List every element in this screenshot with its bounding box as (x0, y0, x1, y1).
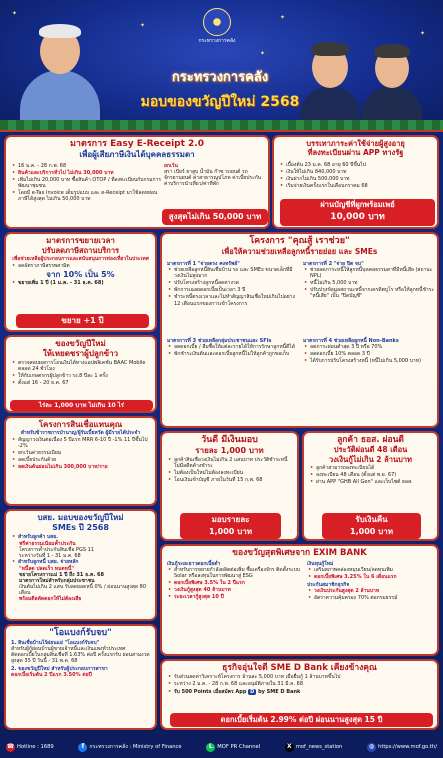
easy-receipt-date: • 16 ม.ค. - 28 ก.พ. 68 (11, 163, 161, 169)
sme-d-b3-text: รับ 500 Points เมื่อสมัคร App (174, 688, 247, 695)
debt-m2-item: • ปรับปรุงข้อมูลสถานะหนี้จากเครดิตบูโร หรือให้ลูกหนี้ชำระ "หนี้เสีย" เป็น "ปิดบัญชี" (303, 287, 435, 299)
globe-icon: ◍ (368, 743, 375, 751)
footer-website[interactable] (367, 743, 437, 752)
footer-facebook-text: กระทรวงการคลัง : Ministry of Finance (89, 743, 182, 750)
x-twitter-icon: X (285, 743, 294, 752)
sme-s1-l1: ฟรีค่าธรรมเนียมค้ำประกัน (19, 540, 76, 547)
except-text: สุรา เบียร์ ยาสูบ น้ำมัน ก๊าซ รถยนต์ รถจักรยานยนต์ ค่าสาธารณูปโภค ค่าเบี้ยประกัน ค่าบริการนำเที่ยว/ค่าที่พัก (164, 169, 262, 188)
good-day-pill (180, 513, 281, 539)
debt-m2-item: • ช่วยลดภาระหนี้ให้ลูกหนี้บุคคลธรรมดาที่มีหนี้เสีย (สถานะ NPL) (303, 267, 435, 279)
elderly-b2: • เงินให้ไม่เกิน 840,000 บาท (279, 169, 437, 175)
debt-m1-head: มาตรการที่ 1 "จ่ายตรง คงทรัพย์" (167, 261, 240, 267)
debt-measure-4 (303, 338, 435, 365)
debt-m1-item: • ชำระหนี้ตรงเวลาและไม่ทำสัญญาสินเชื่อใหม่เกินไปอย่าง 12 เดือนแรกของการเข้าโครงการ (167, 294, 298, 306)
ghb-l5: ดอกเบี้ยเริ่มต้น 2 ปีแรก 3.50% ต่อปี (11, 672, 92, 679)
working-hours-card (4, 232, 157, 332)
ghb-good-payer-pill-line2: 1,000 บาท (350, 526, 393, 536)
exim-title: ของขวัญสุดพิเศษจาก EXIM BANK (232, 548, 367, 558)
debt-m4-item: • ลดภาระผ่อนต่ำสุด 3 ปี หรือ 70% (303, 344, 435, 350)
footer-twitter[interactable] (285, 743, 343, 752)
ghb-good-payer-title: ลูกค้า ธอส. ผ่อนดี (337, 435, 404, 445)
ghb-good-payer-pill-line1: รับเงินคืน (355, 515, 388, 524)
sme-d-b3 (167, 689, 432, 695)
rice-farmer-b3: • ตั้งแต่ 16 - 20 ธ.ค. 67 (11, 380, 150, 386)
good-day-pill-line1: มอบรายละ (211, 515, 250, 524)
loan-b2: • ยกเว้นค่าธรรมเนียม (11, 450, 150, 456)
exim-right-head2: ประกันสมาชิกธุรกิจ (307, 582, 350, 589)
rice-farmer-b2: • ให้กับเกษตรกรผู้ปลูกข้าว รง.8 ปีละ 1 ครั้ง (11, 373, 150, 379)
ghb-good-payer-b2: • ลงทะเบียน 48 เดือน (ตั้งแต่ พ.ย. 67) (309, 472, 432, 478)
easy-receipt-card (4, 135, 270, 229)
rice-farmer-card (4, 335, 157, 413)
working-hours-b1: • ลดอัตราภาษีสรรพสามิต (11, 263, 150, 269)
phone-icon: ☎ (6, 743, 15, 751)
loan-b3: • ลดเบี้ยประกันด้วย (11, 457, 150, 463)
loan-b1: • สัญญาวงเงินต่อเนื่อง 5 ปีแรก MRR 6-10 ปี -1% 11 ปีขึ้นไป -2% (11, 437, 150, 449)
working-hours-pill: ขยาย +1 ปี (16, 314, 149, 328)
easy-receipt-exceptions (164, 163, 268, 187)
exim-right-head: เงินทุนกู้ใหม่ (307, 561, 334, 567)
sme-s1-l3: ระหว่างวันที่ 1 - 31 ม.ค. 68 (19, 552, 81, 559)
good-day-b2: • ไม่ต้องเป็นใหม่ไม่ต้องลงทะเบียน (167, 470, 292, 476)
ghb-good-payer-card (302, 431, 439, 541)
sme-subtitle: SMEs ปี 2568 (52, 522, 109, 532)
exim-left-item: • ระยะเวลากู้สูงสุด 10 ปี (167, 594, 302, 600)
debt-relief-card (160, 232, 439, 428)
good-day-card (160, 431, 299, 541)
elderly-highlight (280, 199, 435, 226)
elderly-subtitle: ที่ลงทะเบียนผ่าน APP ทางรัฐ (307, 148, 404, 158)
sparkle-icon: ✦ (140, 22, 146, 29)
sme-s1-l2: โครงการค้ำประกันสินเชื่อ PGS 11 (19, 546, 94, 553)
debt-m3-item: • ลดดอกเบี้ย / ลืมซื้อให้แต่ละรายได้ให้การรักษาลูกหนี้ดีได้ (167, 344, 298, 350)
working-hours-title: มาตรการขยายเวลา (46, 236, 115, 245)
good-day-title: วันดี มีเงินมอบ (201, 435, 258, 445)
debt-m2-item: • หนี้ไม่เกิน 5,000 บาท (303, 280, 435, 286)
sparkle-icon: ✦ (280, 14, 286, 21)
ghb-good-payer-b1: • ลูกค้าสามารถลงทะเบียนได้ (309, 465, 432, 471)
sme-s2-l5: พร้อมดีลตัดดอกให้ไม่ต้องเสีย (19, 596, 82, 603)
working-hours-b2: • ขยายเพิ่ม 1 ปี (1 ม.ค. - 31 ธ.ค. 68) (11, 280, 150, 286)
easy-receipt-subtitle: เพื่อผู้เสียภาษีเงินได้บุคคลธรรมดา (79, 149, 195, 159)
exim-right-item: • ดอกเบี้ยพิเศษ 3.25% ใน 6 เดือนแรก (307, 574, 436, 580)
easy-receipt-title: มาตรการ Easy E-Receipt 2.0 (70, 139, 204, 149)
footer-line[interactable] (206, 743, 260, 752)
rice-farmer-pill: ไร่ละ 1,000 บาท ไม่เกิน 10 ไร่ (10, 400, 153, 411)
good-day-pill-line2: 1,000 บาท (209, 526, 252, 536)
sme-d-b3b-text: by SME D Bank (258, 688, 301, 695)
rice-farmer-bullets (6, 359, 155, 388)
loan-bullets (6, 436, 155, 472)
working-hours-desc: เพื่อช่วยเหลือผู้ประกอบการและสนับสนุนการท่องเที่ยวในประเทศ (12, 255, 149, 262)
elderly-b3: • เงินฝากไม่เกิน 500,000 บาท (279, 176, 437, 182)
sme-title: บสย. มอบของขวัญปีใหม่ (37, 513, 124, 522)
ministry-logo-text: กระทรวงการคลัง (198, 38, 236, 44)
easy-receipt-einvoice: • โดยมี e-Tax Invoice เต็มรูปแบบ และ e-Receipt มาใช้ลดหย่อนภาษีได้สูงสุด ไม่เกิน 50,000 บาท (11, 190, 161, 202)
debt-measure-2 (303, 261, 435, 301)
easy-receipt-general: • สินค้าและบริการทั่วไป ไม่เกิน 30,000 บาท (11, 170, 161, 176)
debt-m4-head: มาตรการที่ 4 ช่วยเหลือลูกหนี้ Non-Banks (303, 338, 399, 344)
elderly-title: บรรเทาภาระค่าใช้จ่ายผู้สูงอายุ (306, 139, 405, 148)
loan-b4: • ลดเงินต้นผ่อนไม่เกิน 300,000 บาท/ราย (11, 464, 150, 470)
debt-measure-1 (167, 261, 298, 308)
exim-right-item2: • อัตราความคุ้มครอง 70% ต่อกรมธรรม์ (307, 595, 436, 601)
footer-twitter-text: mof_news_station (295, 743, 343, 750)
elderly-b4: • เริ่มจ่ายเงินครั้งแรกในเดือนกราคม 68 (279, 183, 437, 189)
footer-website-text: https://www.mof.go.th/ (378, 743, 437, 750)
sme-body (6, 533, 155, 604)
exim-left-item: • สำหรับการขยายกำลังผลิตต่อเพิ่ม ซื้อเครื่องจักร ติดตั้งระบบ Solar หรือลงทุนในการพัฒนาสู่ ESG (167, 567, 302, 579)
elderly-bullets (279, 162, 437, 190)
facebook-icon: f (78, 743, 87, 752)
debt-m2-head: มาตรการที่ 2 "จ่าย ปิด จบ" (303, 261, 364, 267)
debt-m1-item: • พักการเฉลยดอกเบี้ยเป็นเวลา 3 ปี (167, 287, 298, 293)
rice-farmer-subtitle: ให้เหยดชราผู้ปลูกข้าว (42, 348, 119, 358)
exim-left-item: • ดอกเบี้ยพิเศษ 3.5% ใน 2 ปีแรก (167, 580, 302, 586)
footer-facebook[interactable] (78, 743, 181, 752)
debt-m4-item: • ลดดอกเบี้ย 10% ตลอด 3 ปี (303, 351, 435, 357)
good-day-subtitle: รายละ 1,000 บาท (195, 445, 264, 455)
sme-s2-l4: เงินต้นไม่เกิน 2 แสน รับลดยอดหนี้ 0% / ผ่อนนานสูงสุด 80 เดือน (19, 584, 147, 597)
exim-left-item: • วงเงินกู้สูงสุด 40 ล้านบาท (167, 587, 302, 593)
ministry-seal-icon (203, 8, 231, 36)
footer-hotline-text: Hotline : 1689 (17, 743, 54, 750)
sparkle-icon: ✦ (420, 30, 426, 37)
exim-card (160, 544, 439, 656)
sme-d-title: ธุรกิจอุ่นใจดี SME D Bank เคียงข้างคุณ (222, 663, 377, 673)
sme-d-pill: ดอกเบี้ยเริ่มต้น 2.99% ต่อปี ผ่อนนานสูงสุด 15 ปี (170, 713, 433, 727)
page-subtitle: มอบของขวัญปีใหม่ 2568 (140, 94, 300, 110)
sparkle-icon: ✦ (12, 10, 18, 17)
good-day-bullets (162, 456, 297, 485)
rice-farmer-title: ของขวัญปีใหม่ (55, 339, 106, 348)
sme-s1-head: • สำหรับลูกค้า บสย. (11, 534, 150, 540)
easy-receipt-highlight: สูงสุดไม่เกิน 50,000 บาท (162, 209, 268, 225)
page-title: กระทรวงการคลัง (171, 70, 269, 85)
working-hours-body (6, 263, 155, 286)
working-hours-rate: จาก 10% เป็น 5% (46, 270, 115, 280)
loan-subtitle: สำหรับข้าราชการบำนาญ/ผู้รับเบี้ยหวัด ผู้มีรายได้ประจำ (20, 429, 141, 436)
sme-d-card (160, 659, 439, 730)
ghb-l4: 2. ของขวัญปีใหม่ สำหรับผู้ประกอบการสาขา (11, 666, 108, 673)
debt-m3-item: • พักชำระเงินต้นและดอกเบี้ยลูกหนี้ไม่ให้ลูกค้าถูกขอเก็บ (167, 351, 298, 357)
loan-card (4, 416, 157, 506)
sparkle-icon: ✦ (260, 50, 266, 57)
exim-left-head: เงินกู้ระยะยาวดอกเบี้ยต่ำ (167, 561, 221, 567)
christmas-garland (0, 120, 443, 132)
good-day-b1: • ลูกค้าสินเชื่อวงเงินไม่เกิน 2 แสนบาท ประวัติชำระหนี้ไม่มีอดีตค้างชำระ (167, 457, 292, 469)
ghb-title: "โอแบงก์รับจบ" (49, 628, 112, 638)
sme-d-b1: • รับส่วนลดค่าวิเคราะห์โครงการ ล้านละ 5,000 บาท เมื่อยื่นกู้ 1 ล้านบาทขึ้นไป (167, 674, 432, 680)
footer-bar (0, 736, 443, 758)
sme-s2-head: • สำหรับลูกหนี้ บสย. จ่ายหลัก (11, 559, 150, 565)
exim-left (167, 561, 302, 602)
easy-receipt-otop: • เพิ่มไม่เกิน 20,000 บาท ซื้อสินค้า OTOP / ที่ลงทะเบียนกับกรมการพัฒนาชุมชน (11, 177, 161, 189)
debt-subtitle: เพื่อให้ความช่วยเหลือลูกหนี้รายย่อย และ SMEs (221, 246, 378, 256)
ghb-good-payer-pill (322, 513, 421, 539)
except-head: ยกเว้น (164, 163, 178, 169)
ghb-good-payer-bullets (304, 464, 437, 487)
exim-right-item: • เสริมสภาพคล่องหมุนเวียน/ลดทุนเพิ่ม (307, 567, 436, 573)
ghb-card (4, 624, 157, 730)
ghb-l2: สำหรับผู้กู้ผ่อนบ้านผู้ขายเจ้าหนี้และเงินแพงทั่วประเทศ (11, 646, 126, 653)
debt-m1-item: • ปรับโครงสร้างลูกหนี้ลดค่างวด (167, 280, 298, 286)
footer-line-text: MOF PR Channel (217, 743, 261, 750)
footer-hotline[interactable] (6, 743, 54, 752)
sme-s2-l1: "หนี้ลด ปลดเร็ว หมดหนี้" (19, 565, 74, 572)
elderly-b1: • เบื้องต้น 23 ม.ค. 68 อายุ 60 ปีขึ้นไป (279, 162, 437, 168)
debt-m1-item: • ช่วยเหลือลูกหนี้สินเชื่อบ้าน รถ และ SMEs ขนาดเล็กที่มีวงเงินไม่สูงมาก (167, 267, 298, 279)
sme-d-bullets (162, 673, 437, 696)
easy-receipt-bullets (11, 163, 161, 204)
working-hours-subtitle: ปรับลดภาษีสถานบริการ (41, 245, 120, 255)
loan-title: โครงการสินเชื่อแทนคุณ (38, 420, 123, 429)
ghb-l3: ตัดดอกเบี้ยในกลุ่มสินเชื่อที่ 1.63% ต่อปี ครั้งแรกรับ ผ่อนสามงวดสูงสุด 35 ปี วันนี้ - 31 พ.ค. 68 (11, 652, 150, 665)
ministry-logo (188, 8, 246, 44)
sme-d-app-icon: D (250, 688, 255, 695)
header-banner (0, 0, 443, 132)
sme-gift-card (4, 509, 157, 621)
ghb-good-payer-sub2: วงเงินกู้ไม่เกิน 2 ล้านบาท (328, 454, 412, 464)
elderly-highlight-line1: ผ่านบัญชีที่ผูกพร้อมเพย์ (320, 200, 395, 209)
exim-right-item2: • วงเงินประกันสูงสุด 2 ล้านบาท (307, 588, 436, 594)
ghb-l1: 1. สินเชื่อบ้านไร้ผ่อนแย่ "โอแบงก์รับจบ" (11, 639, 100, 646)
debt-measure-3 (167, 338, 298, 358)
exim-right (307, 561, 436, 603)
ghb-good-payer-sub1: ประวัติผ่อนดี 48 เดือน (333, 445, 408, 455)
good-day-b3: • โอนเงินเข้าบัญชี ภายในวันที่ 15 ก.พ. 68 (167, 477, 292, 483)
debt-title: โครงการ "คุณสู้ เราช่วย" (249, 236, 350, 246)
elderly-app-card (272, 135, 439, 229)
sme-d-b2: • ระหว่าง 2 ม.ค. - 28 ก.พ. 68 และอนุมัติภายใน 31 มี.ค. 68 (167, 681, 432, 687)
line-icon: L (206, 743, 215, 752)
debt-m3-head: มาตรการที่ 3 ช่วยเหลือกลุ่มประชาชนและ SFIs (167, 338, 272, 344)
sme-s2-l2: ขยายโครงการแม่ 1 ปี ถึง 31 ธ.ค. 68 (19, 572, 104, 579)
sme-s2-l3: มาตรการใหม่สำหรับกลุ่มประชาชน (19, 578, 95, 585)
rice-farmer-b1: • ตรวจสอบผลการโอนเงินได้ทางแอปพลิเคชั่น BAAC Mobile ตลอด 24 ชั่วโมง (11, 360, 150, 372)
debt-m4-item: • ได้รับการปรับโครงสร้างหนี้ (หนี้ไม่เกิน 5,000 บาท) (303, 358, 435, 364)
ghb-body (6, 639, 155, 680)
elderly-highlight-line2: 10,000 บาท (330, 211, 385, 222)
ghb-good-payer-b3: • ผ่าน APP "GHB All Gen" และเว็บไซต์ ธอส. (309, 479, 432, 485)
